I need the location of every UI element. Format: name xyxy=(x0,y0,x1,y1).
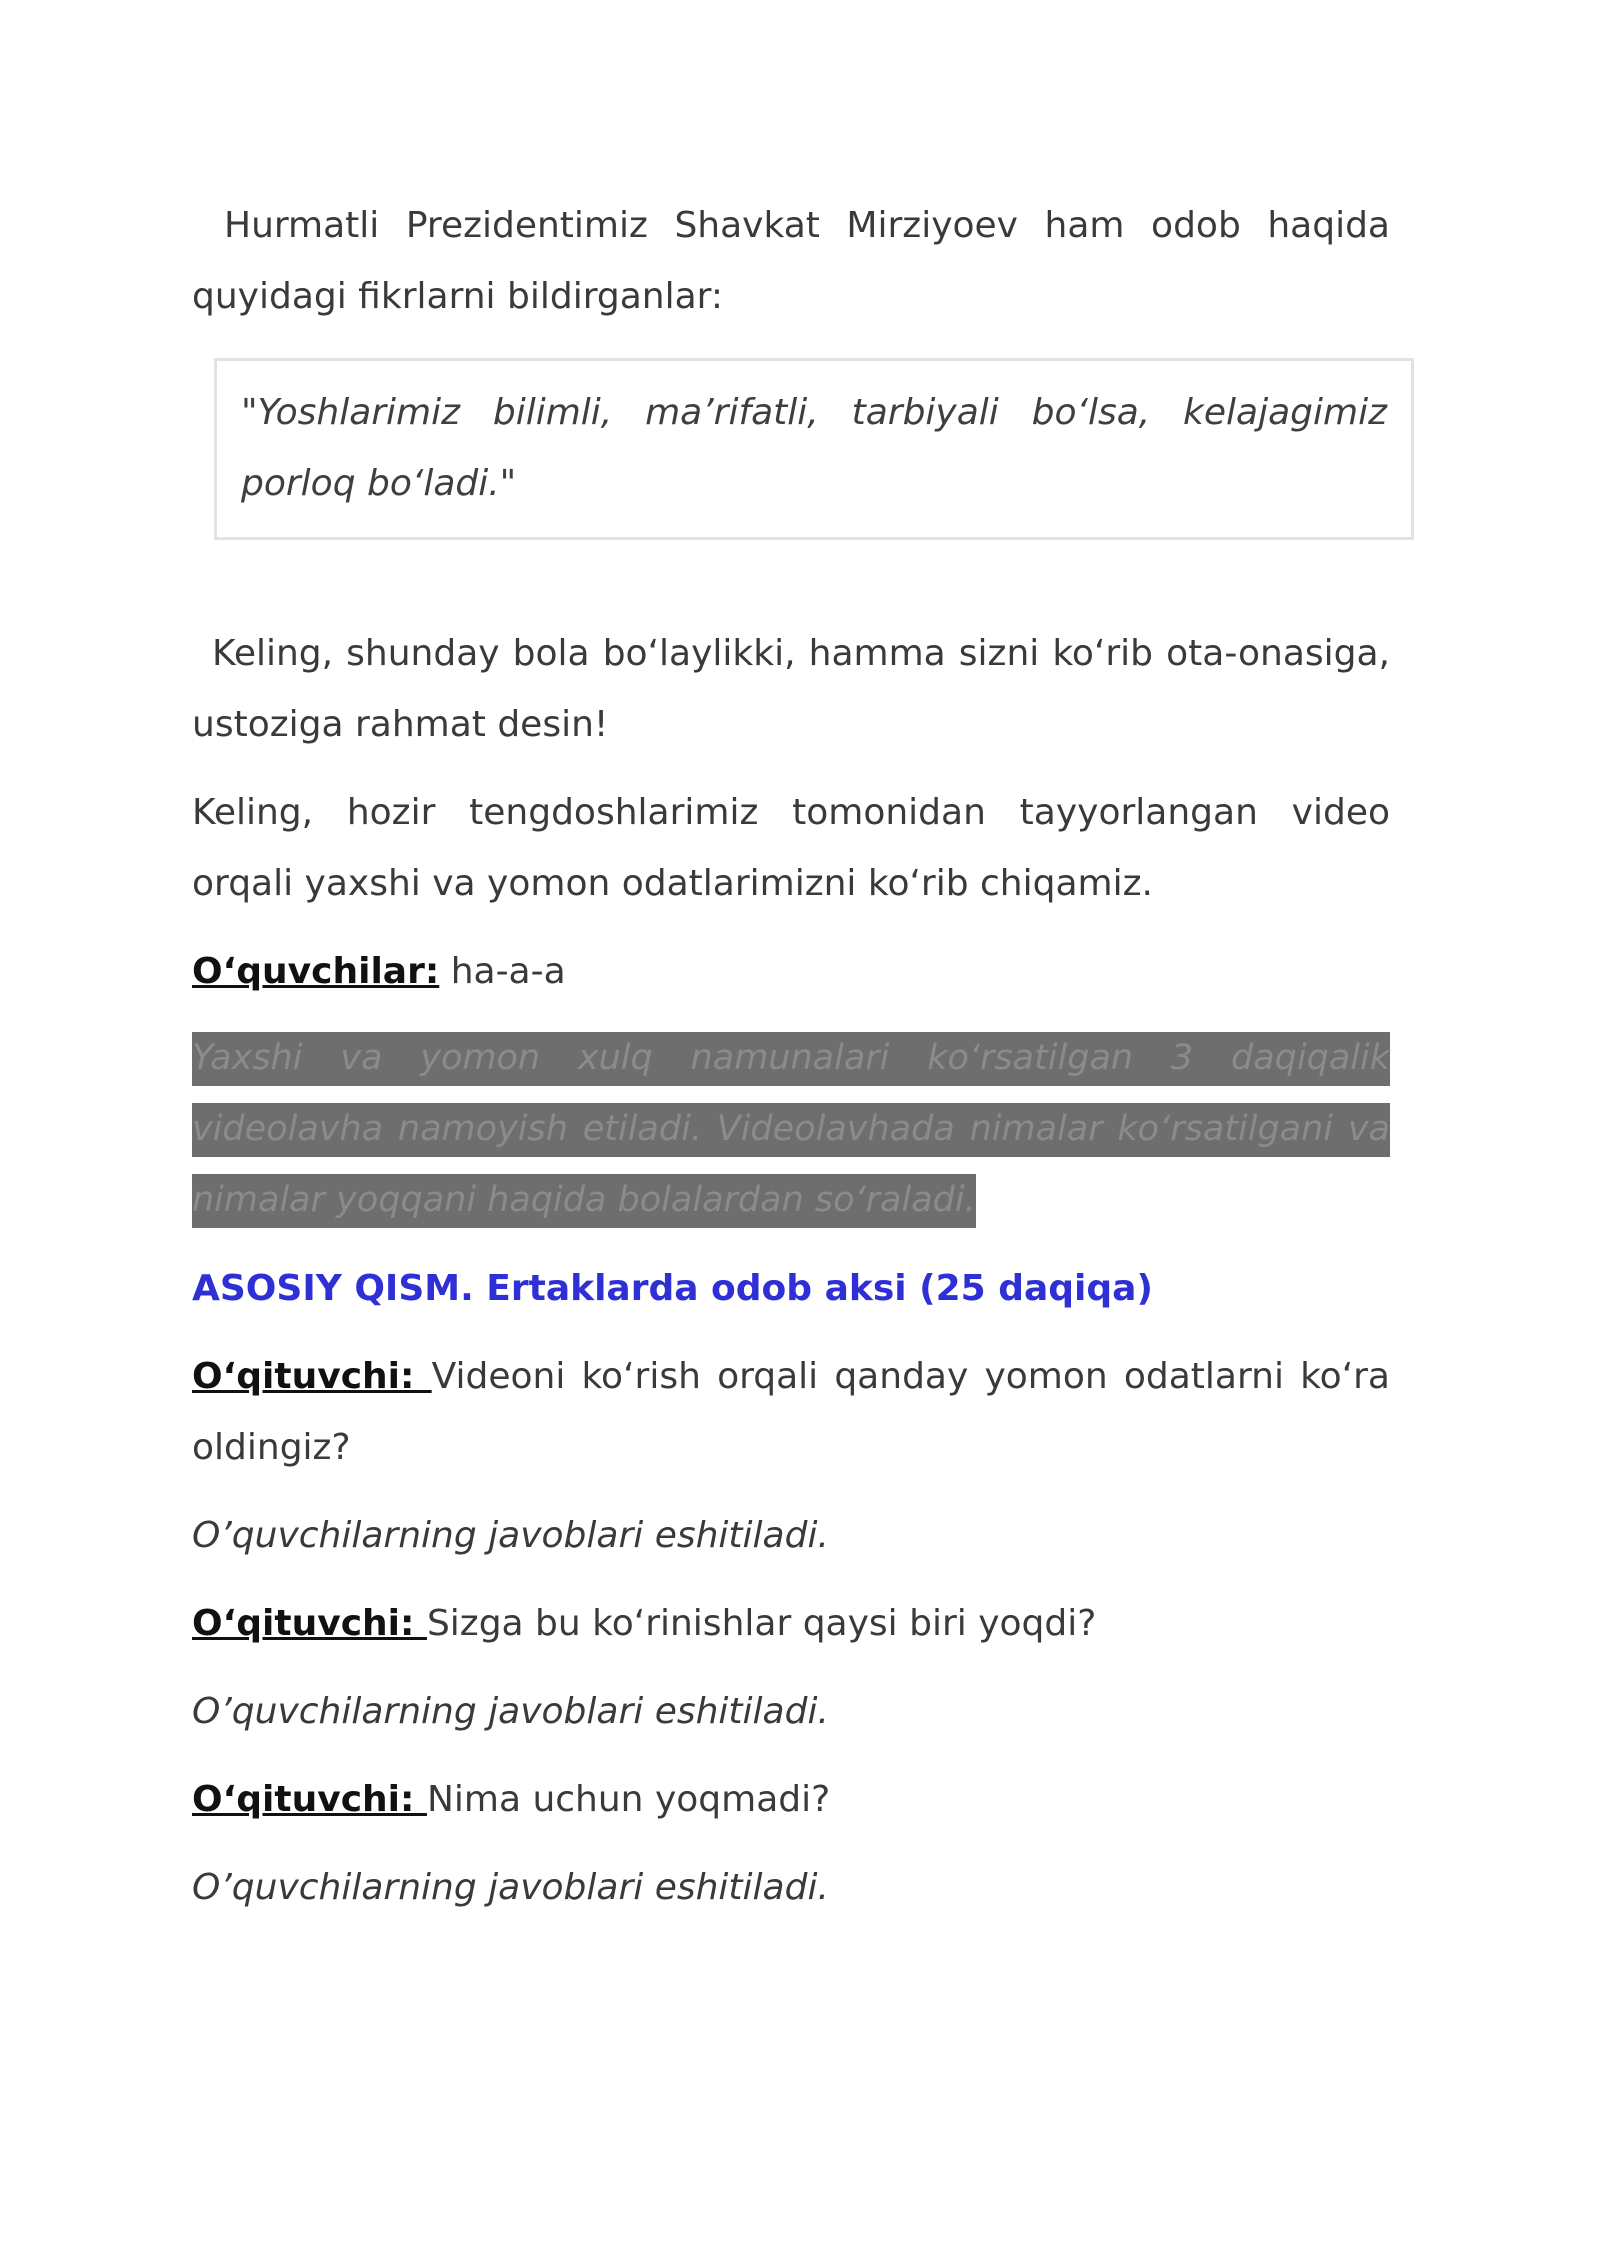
intro-paragraph: Hurmatli Prezidentimiz Shavkat Mirziyoev ham odob haqida quyidagi fikrlarni bildirganlar: xyxy=(192,205,1390,317)
teacher-label: O‘qituvchi: xyxy=(192,1603,427,1644)
teacher-question: Sizga bu ko‘rinishlar qaysi biri yoqdi? xyxy=(426,1603,1097,1644)
quote-box xyxy=(214,358,1414,540)
teacher-question: Videoni ko‘rish orqali qanday yomon odatlarni ko‘ra oldingiz? xyxy=(192,1356,1390,1468)
president-quote: "Yoshlarimiz bilimli, ma’rifatli, tarbiyali bo‘lsa, kelajagimiz porloq bo‘ladi." xyxy=(241,392,1387,504)
document-page xyxy=(192,190,1390,1923)
pupils-answer-3: O’quvchilarning javoblari eshitiladi. xyxy=(192,1867,829,1908)
teacher-label: O‘qituvchi: xyxy=(192,1356,432,1397)
pupils-answer-1: O’quvchilarning javoblari eshitiladi. xyxy=(192,1515,829,1556)
teacher-line-3 xyxy=(192,1764,1390,1835)
teacher-line-2 xyxy=(192,1588,1390,1659)
teacher-line-1 xyxy=(192,1341,1390,1483)
pupils-answer-2: O’quvchilarning javoblari eshitiladi. xyxy=(192,1691,829,1732)
pupils-label: O‘quvchilar: xyxy=(192,951,440,992)
pupils-line xyxy=(192,936,1390,1007)
pupils-response: ha-a-a xyxy=(439,951,566,992)
highlighted-instruction xyxy=(192,1023,1390,1236)
teacher-label: O‘qituvchi: xyxy=(192,1779,427,1820)
paragraph-keling-1: Keling, shunday bola bo‘laylikki, hamma sizni ko‘rib ota-onasiga, ustoziga rahmat desin! xyxy=(192,633,1390,745)
paragraph-keling-2: Keling, hozir tengdoshlarimiz tomonidan tayyorlangan video orqali yaxshi va yomon odatlarimizni ko‘rib chiqamiz. xyxy=(192,792,1390,904)
section-heading: ASOSIY QISM. Ertaklarda odob aksi (25 daqiqa) xyxy=(192,1268,1153,1309)
teacher-question: Nima uchun yoqmadi? xyxy=(426,1779,831,1820)
highlighted-text: Yaxshi va yomon xulq namunalari ko‘rsatilgan 3 daqiqalik videolavha namoyish etiladi. Videolavhada nimalar ko‘rsatilgani va nimalar yoqqani haqida bolalardan so‘raladi. xyxy=(192,1032,1390,1228)
